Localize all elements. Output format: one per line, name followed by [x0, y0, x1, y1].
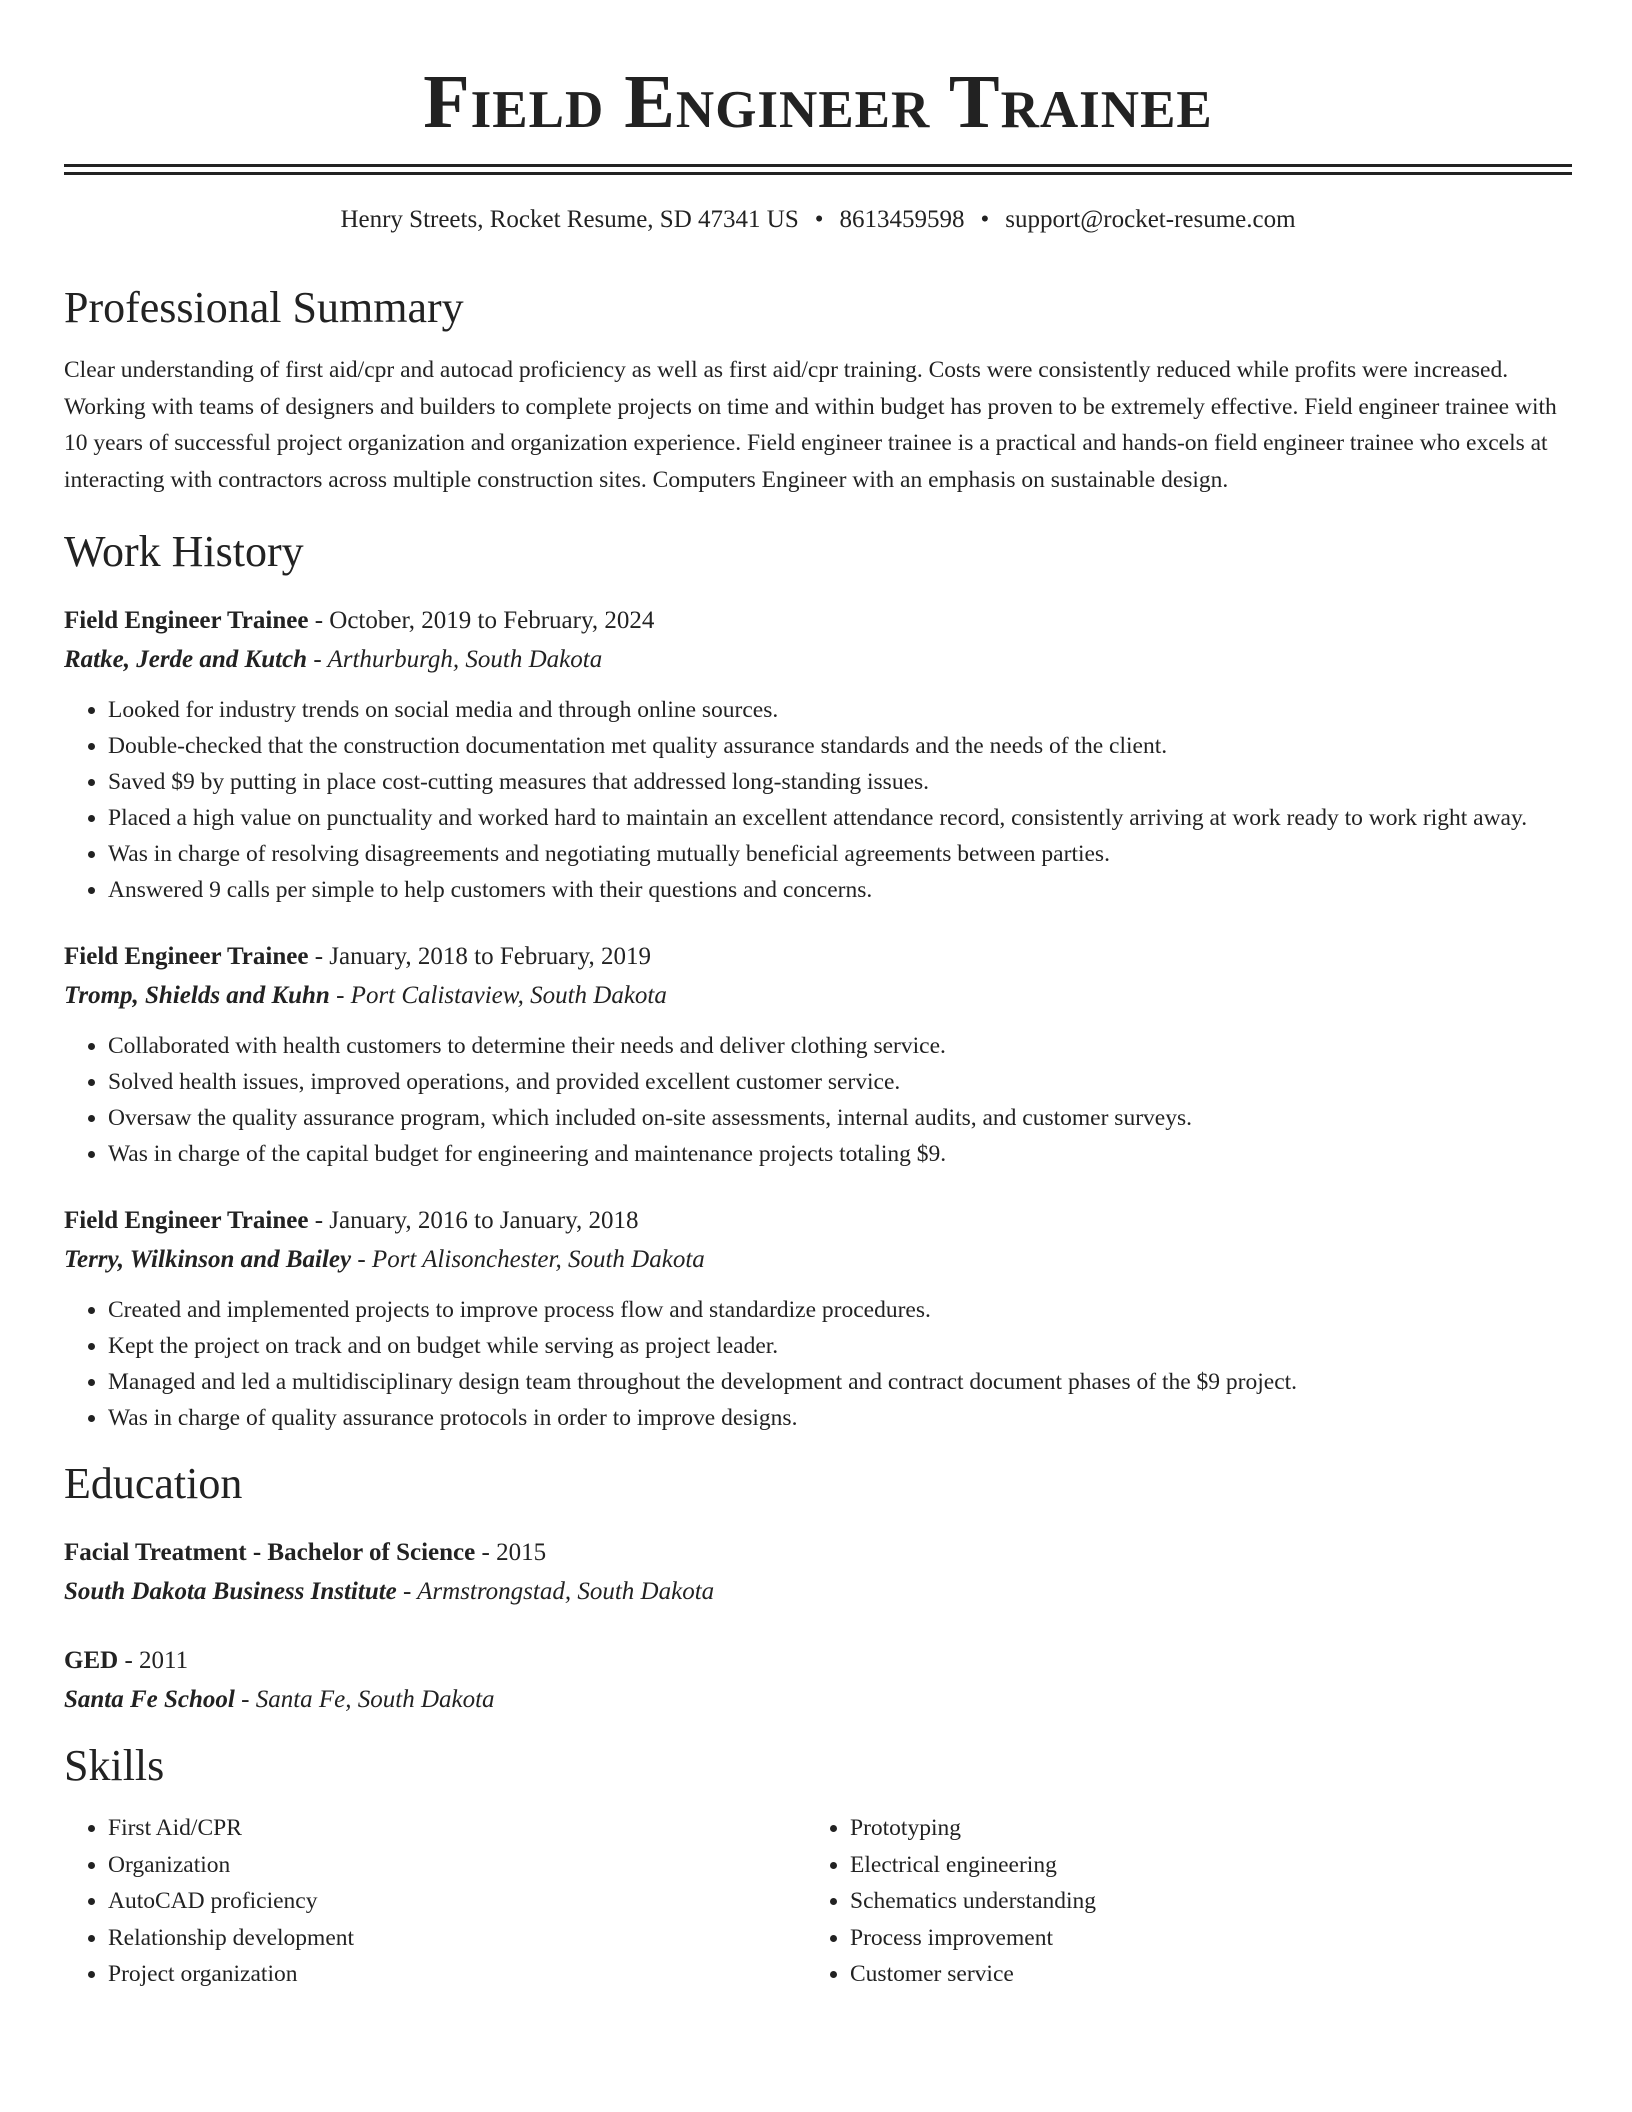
education-degree: Facial Treatment - Bachelor of Science — [64, 1539, 476, 1566]
job-company-line — [64, 640, 1572, 680]
resume-page — [64, 0, 1572, 1993]
job-bullet: • Saved $9 by putting in place cost-cutting measures that addressed long-standing issues. — [108, 764, 1572, 800]
education-school-line — [64, 1680, 1572, 1720]
job-bullets — [64, 1028, 1572, 1172]
skill-item: • Electrical engineering — [850, 1847, 1550, 1884]
skill-item: • AutoCAD proficiency — [108, 1883, 806, 1920]
job-bullet: • Oversaw the quality assurance program, which included on-site assessments, internal audits, and customer surveys. — [108, 1100, 1572, 1136]
job-title: Field Engineer Trainee — [64, 1207, 309, 1234]
job-bullet: • Placed a high value on punctuality and worked hard to maintain an excellent attendance record, consistently arriving at work ready to work right away. — [108, 800, 1572, 836]
job-company: Tromp, Shields and Kuhn — [64, 982, 330, 1009]
skill-item: • Project organization — [108, 1956, 806, 1993]
contact-phone: 8613459598 — [839, 206, 965, 233]
job-entry — [64, 1202, 1572, 1436]
skill-item: • Relationship development — [108, 1920, 806, 1957]
education-school: South Dakota Business Institute — [64, 1578, 397, 1605]
job-company: Terry, Wilkinson and Bailey — [64, 1246, 352, 1273]
job-dates: - January, 2018 to February, 2019 — [308, 943, 651, 970]
skill-item: • Customer service — [850, 1956, 1550, 1993]
job-bullet: • Managed and led a multidisciplinary design team throughout the development and contract document phases of the $9 project. — [108, 1364, 1572, 1400]
job-location: - Port Alisonchester, South Dakota — [351, 1246, 705, 1273]
job-title-line — [64, 938, 1572, 976]
header-double-rule — [64, 164, 1572, 174]
job-company-line — [64, 976, 1572, 1016]
job-entry — [64, 938, 1572, 1172]
contact-email: support@rocket-resume.com — [1005, 206, 1296, 233]
section-heading-skills: Skills — [64, 1741, 165, 1790]
rule-line-bottom — [64, 172, 1572, 175]
job-bullet: • Created and implemented projects to improve process flow and standardize procedures. — [108, 1292, 1572, 1328]
summary-text: Clear understanding of first aid/cpr and autocad proficiency as well as first aid/cpr training. Costs were consistently reduced while profits were increased. Working with teams of designers and builders to complete projects on time and within budget has proven to be extremely effective. Field engineer trainee with 10 years of successful project organization and organization experience. Field engineer trainee is a practical and hands-on field engineer trainee who excels at interacting with contractors across multiple construction sites. Computers Engineer with an emphasis on sustainable design. — [64, 357, 1557, 493]
job-title: Field Engineer Trainee — [64, 607, 309, 634]
job-company-line — [64, 1240, 1572, 1280]
job-title: Field Engineer Trainee — [64, 943, 309, 970]
rule-line-top — [64, 164, 1572, 167]
section-heading-education: Education — [64, 1459, 243, 1508]
job-bullet: • Was in charge of resolving disagreements and negotiating mutually beneficial agreements between parties. — [108, 836, 1572, 872]
job-bullet: • Collaborated with health customers to determine their needs and deliver clothing service. — [108, 1028, 1572, 1064]
contact-separator: • — [814, 206, 824, 233]
skill-item: • Prototyping — [850, 1810, 1550, 1847]
job-entry — [64, 602, 1572, 908]
resume-name: Field Engineer Trainee — [423, 60, 1213, 144]
job-bullet: • Answered 9 calls per simple to help customers with their questions and concerns. — [108, 872, 1572, 908]
section-heading-work: Work History — [64, 527, 304, 576]
work-history-list — [64, 602, 1572, 1436]
job-location: - Arthurburgh, South Dakota — [307, 646, 603, 673]
skill-item: • First Aid/CPR — [108, 1810, 806, 1847]
education-degree-line — [64, 1642, 1572, 1680]
education-year: - 2015 — [475, 1539, 547, 1566]
section-heading-summary: Professional Summary — [64, 283, 464, 332]
education-year: - 2011 — [118, 1647, 189, 1674]
education-school: Santa Fe School — [64, 1686, 235, 1713]
contact-separator: • — [980, 206, 990, 233]
skill-item: • Schematics understanding — [850, 1883, 1550, 1920]
job-title-line — [64, 1202, 1572, 1240]
education-degree-line — [64, 1534, 1572, 1572]
job-title-line — [64, 602, 1572, 640]
education-entry — [64, 1642, 1572, 1720]
skill-item: • Organization — [108, 1847, 806, 1884]
job-location: - Port Calistaview, South Dakota — [329, 982, 667, 1009]
education-entry — [64, 1534, 1572, 1612]
contact-line — [64, 204, 1572, 236]
job-dates: - January, 2016 to January, 2018 — [308, 1207, 639, 1234]
education-school-line — [64, 1572, 1572, 1612]
skills-list-left — [64, 1810, 806, 1993]
education-location: - Armstrongstad, South Dakota — [396, 1578, 715, 1605]
education-degree: GED — [64, 1647, 119, 1674]
job-bullet: • Double-checked that the construction documentation met quality assurance standards and the needs of the client. — [108, 728, 1572, 764]
job-bullet: • Kept the project on track and on budget while serving as project leader. — [108, 1328, 1572, 1364]
skill-item: • Process improvement — [850, 1920, 1550, 1957]
job-company: Ratke, Jerde and Kutch — [64, 646, 308, 673]
skills-list-right — [806, 1810, 1550, 1993]
job-bullet: • Solved health issues, improved operations, and provided excellent customer service. — [108, 1064, 1572, 1100]
contact-address: Henry Streets, Rocket Resume, SD 47341 US — [340, 206, 799, 233]
education-location: - Santa Fe, South Dakota — [234, 1686, 495, 1713]
job-bullet: • Was in charge of quality assurance protocols in order to improve designs. — [108, 1400, 1572, 1436]
job-bullet: • Was in charge of the capital budget for engineering and maintenance projects totaling $9. — [108, 1136, 1572, 1172]
job-bullet: • Looked for industry trends on social media and through online sources. — [108, 692, 1572, 728]
job-bullets — [64, 692, 1572, 908]
skills-columns — [64, 1810, 1572, 1993]
job-bullets — [64, 1292, 1572, 1436]
job-dates: - October, 2019 to February, 2024 — [308, 607, 655, 634]
